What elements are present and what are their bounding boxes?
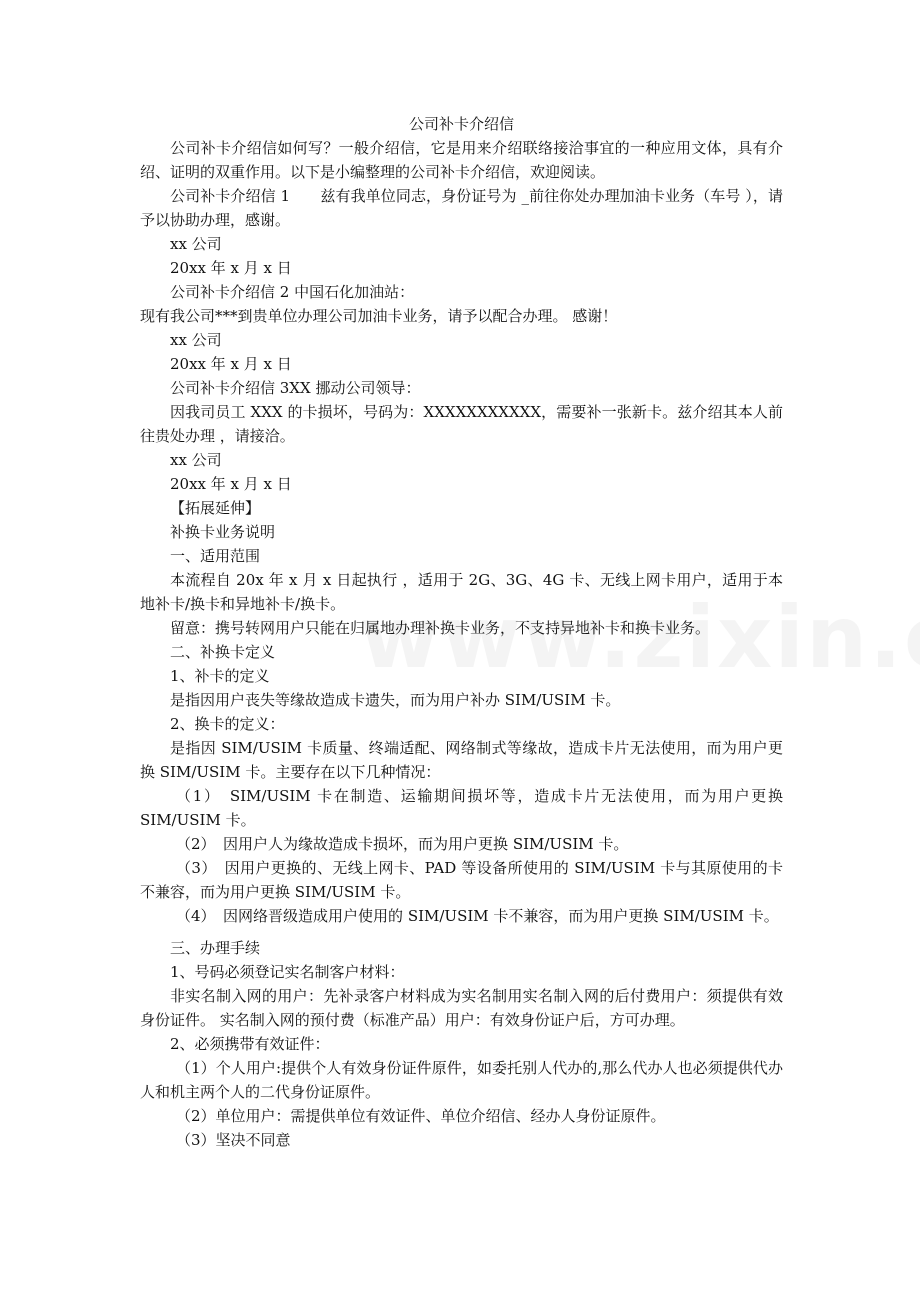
subheading-replace-definition: 1、补卡的定义 xyxy=(170,667,270,685)
letter-2-heading: 公司补卡介绍信 2 中国石化加油站： xyxy=(170,283,415,301)
letter-2-date: 20xx 年 x 月 x 日 xyxy=(170,355,292,373)
extension-heading: 【拓展延伸】 xyxy=(170,499,261,517)
list-item: （1）个人用户:提供个人有效身份证件原件，如委托别人代办的,那么代办人也必须提供代办人和机主两个人的二代身份证原件。 xyxy=(140,1059,783,1101)
procedure-step-1: 1、号码必须登记实名制客户材料： xyxy=(170,963,405,981)
list-item: （3） 因用户更换的、无线上网卡、PAD 等设备所使用的 SIM/USIM 卡与其原使用的卡不兼容，而为用户更换 SIM/USIM 卡。 xyxy=(140,859,783,901)
letter-3-body: 因我司员工 XXX 的卡损坏，号码为：XXXXXXXXXXX，需要补一张新卡。兹介绍其本人前往贵处办理 ，请接洽。 xyxy=(140,403,783,445)
document-title: 公司补卡介绍信 xyxy=(408,115,514,133)
section-title: 补换卡业务说明 xyxy=(170,523,276,541)
change-definition: 是指因 SIM/USIM 卡质量、终端适配、网络制式等缘故，造成卡片无法使用，而为用户更换 SIM/USIM 卡。主要存在以下几种情况： xyxy=(140,739,783,781)
letter-1-date: 20xx 年 x 月 x 日 xyxy=(170,259,292,277)
scope-paragraph: 本流程自 20x 年 x 月 x 日起执行 ，适用于 2G、3G、4G 卡、无线上网卡用户，适用于本地补卡/换卡和异地补卡/换卡。 xyxy=(140,571,783,613)
list-item: （3）坚决不同意 xyxy=(176,1131,291,1149)
letter-3-heading: 公司补卡介绍信 3XX 挪动公司领导： xyxy=(170,379,421,397)
spacer xyxy=(140,928,783,936)
procedure-step-2: 2、必须携带有效证件： xyxy=(170,1035,330,1053)
document-body xyxy=(140,112,783,1152)
section-heading-scope: 一、适用范围 xyxy=(170,547,261,565)
letter-1-company: xx 公司 xyxy=(170,235,222,253)
section-heading-procedure: 三、办理手续 xyxy=(170,939,261,957)
letter-2-company: xx 公司 xyxy=(170,331,222,349)
replace-definition: 是指因用户丧失等缘故造成卡遗失，而为用户补办 SIM/USIM 卡。 xyxy=(170,691,621,709)
list-item: （4） 因网络晋级造成用户使用的 SIM/USIM 卡不兼容，而为用户更换 SIM/USIM 卡。 xyxy=(176,907,779,925)
letter-3-date: 20xx 年 x 月 x 日 xyxy=(170,475,292,493)
list-item: （2） 因用户人为缘故造成卡损坏，而为用户更换 SIM/USIM 卡。 xyxy=(176,835,629,853)
letter-1-body: 公司补卡介绍信 1 兹有我单位同志，身份证号为 _前往你处办理加油卡业务（车号 ），请予以协助办理，感谢。 xyxy=(140,187,783,229)
procedure-step-1-detail: 非实名制入网的用户：先补录客户材料成为实名制用实名制入网的后付费用户：须提供有效身份证件。 实名制入网的预付费（标准产品）用户：有效身份证户后，方可办理。 xyxy=(140,987,783,1029)
scope-note: 留意：携号转网用户只能在归属地办理补换卡业务，不支持异地补卡和换卡业务。 xyxy=(170,619,711,637)
subheading-change-definition: 2、换卡的定义： xyxy=(170,715,285,733)
list-item: （2）单位用户：需提供单位有效证件、单位介绍信、经办人身份证原件。 xyxy=(176,1107,666,1125)
letter-3-company: xx 公司 xyxy=(170,451,222,469)
intro-paragraph: 公司补卡介绍信如何写？一般介绍信，它是用来介绍联络接洽事宜的一种应用文体，具有介绍、证明的双重作用。以下是小编整理的公司补卡介绍信，欢迎阅读。 xyxy=(140,139,783,181)
section-heading-definition: 二、补换卡定义 xyxy=(170,643,276,661)
letter-2-body: 现有我公司***到贵单位办理公司加油卡业务，请予以配合办理。 感谢！ xyxy=(140,307,618,325)
list-item: （1） SIM/USIM 卡在制造、运输期间损坏等，造成卡片无法使用，而为用户更换 SIM/USIM 卡。 xyxy=(140,787,783,829)
